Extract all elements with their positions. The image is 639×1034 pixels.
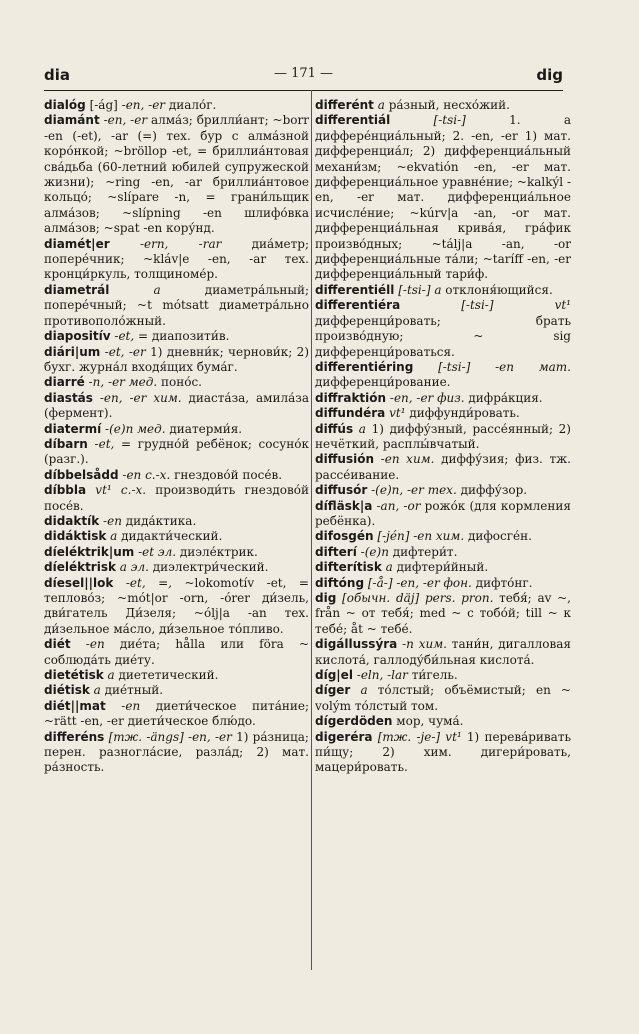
entry-translation: диффунди́ровать. xyxy=(405,406,520,421)
entry-headword: differént xyxy=(315,98,374,112)
entry-grammar: -en xyxy=(121,698,141,713)
dictionary-entry xyxy=(44,468,309,483)
dictionary-entry xyxy=(44,545,309,560)
entry-grammar: -et, = xyxy=(114,329,149,344)
entry-grammar: -en с.-х. xyxy=(122,467,171,482)
entry-translation: тебя́; av ~, från ~ от тебя́; med ~ с тобо́й; till ~ к тебе́; åt ~ тебе́. xyxy=(315,591,571,636)
entry-translation: дифтери́т. xyxy=(388,544,458,559)
dictionary-entry xyxy=(315,730,571,776)
dictionary-entry xyxy=(44,514,309,529)
dictionary-entry xyxy=(44,283,309,329)
dictionary-entry xyxy=(315,452,571,483)
entry-headword: diastás xyxy=(44,390,93,405)
entry-headword: dig xyxy=(315,591,337,605)
entry-space xyxy=(110,237,140,251)
entry-translation: 1) ра́зница; перен. разногла́сие, разла́д; 2) мат. ра́зность. xyxy=(44,729,309,775)
dictionary-entry xyxy=(315,714,571,729)
entry-translation: отклоня́ющийся. xyxy=(441,282,553,297)
entry-translation: 1) диффу́зный, рассе́янный; 2) нечёткий, расплы́вчатый. xyxy=(315,421,571,451)
entry-grammar: -et, =, xyxy=(125,575,172,590)
dictionary-entry xyxy=(44,329,309,344)
running-header xyxy=(44,66,563,88)
entry-grammar: -en хим. xyxy=(380,452,435,467)
entry-headword: didaktík xyxy=(44,513,100,528)
dictionary-entry xyxy=(44,98,309,113)
entry-headword: díbbelsådd xyxy=(44,467,119,482)
dictionary-entry xyxy=(315,483,571,498)
entry-headword: dífläsk|a xyxy=(315,498,373,513)
entry-grammar: -et эл. xyxy=(138,544,177,559)
entry-space xyxy=(374,452,381,466)
entry-headword: dígerdöden xyxy=(315,714,393,729)
entry-headword: diametrál xyxy=(44,282,110,297)
dictionary-entry xyxy=(44,422,309,437)
entry-space xyxy=(390,113,433,127)
entry-translation: 1. a диффере́нциа́льный; 2. -en, -er 1) мат. дифференциа́л; 2) дифференциа́льный механи́зм; ~ekvatión -en, -er мат. дифференциа́льное уравне́ние; ~kalkýl -en, -er мат. дифференциа́льное исчисле́ние; ~kúrv|a -an, -or мат. дифференциа́льная крива́я, гра́фик произво́дных; ~tálj|a -an, -or дифференциа́льные та́ли; ~taríff -en, -er дифференциа́льный тари́ф. xyxy=(315,113,571,282)
entry-headword: differentiéra xyxy=(315,298,401,313)
entry-headword: diffús xyxy=(315,421,354,436)
entry-headword: dietétisk xyxy=(44,668,104,683)
entry-headword: diapositív xyxy=(44,329,111,344)
entry-grammar: a xyxy=(377,98,385,112)
dictionary-entry xyxy=(44,576,309,638)
dictionary-entry xyxy=(315,529,571,544)
entry-space xyxy=(413,360,438,374)
dictionary-entry xyxy=(315,98,571,113)
dictionary-entry xyxy=(44,637,309,668)
entry-translation: диало́г. xyxy=(165,98,217,112)
entry-space xyxy=(400,298,461,312)
dictionary-entry xyxy=(315,499,571,530)
entry-headword: digeréra xyxy=(315,729,373,744)
entry-headword: diári|um xyxy=(44,344,101,359)
entry-headword: diftóng xyxy=(315,575,365,590)
header-left-guideword: dia xyxy=(44,66,71,84)
entry-translation: 1) дневни́к; чернови́к; 2) бухг. журна́л входя́щих бума́г. xyxy=(44,344,309,374)
entry-headword: diét||mat xyxy=(44,698,106,713)
dictionary-entry xyxy=(315,406,571,421)
dictionary-entry xyxy=(44,391,309,422)
entry-translation: диатерми́я. xyxy=(165,421,243,436)
entry-grammar: vt¹ с.-х. xyxy=(95,483,147,498)
entry-translation: диа́метр; попере́чник; ~kláv|e -en, -ar тех. кронци́ркуль, толщиноме́р. xyxy=(44,236,309,282)
entry-translation: диаста́за, амила́за (фермент). xyxy=(44,390,309,421)
entry-headword: diét xyxy=(44,637,71,652)
entry-translation: дифто́нг. xyxy=(471,575,533,590)
entry-headword: díbbla xyxy=(44,483,87,498)
entry-grammar: [тж. -je-] vt¹ xyxy=(377,729,462,744)
entry-translation: ~lokomotív -et, = теплово́з; ~mót|or -orn, -órer ди́зель, дви́гатель Ди́зеля; ~ólj|a -an тех. ди́зельное ма́сло, ди́зельное то́пливо. xyxy=(44,575,309,636)
column-left xyxy=(44,98,309,968)
entry-translation: диффу́зор. xyxy=(456,483,528,498)
dictionary-entry xyxy=(44,237,309,283)
dictionary-entry xyxy=(315,668,571,683)
entry-translation: мор, чума́. xyxy=(396,714,464,729)
entry-translation: дие́та; hålla или föra ~ соблюда́ть дие́ту. xyxy=(44,637,309,667)
entry-space xyxy=(113,576,126,590)
dictionary-entry xyxy=(44,437,309,468)
entry-headword: díbarn xyxy=(44,436,88,451)
dictionary-entry xyxy=(315,576,571,591)
entry-grammar: -ern, -rar xyxy=(139,236,222,251)
dictionary-entry xyxy=(44,375,309,390)
page-number: — 171 — xyxy=(273,66,334,81)
column-divider xyxy=(311,90,312,970)
entry-grammar: -en xyxy=(103,513,122,528)
entry-grammar: -et, xyxy=(94,436,115,451)
entry-headword: díeléktrik|um xyxy=(44,544,135,559)
entry-grammar: a xyxy=(358,421,366,436)
entry-headword: díeléktrisk xyxy=(44,560,116,575)
entry-headword: differéns xyxy=(44,729,105,744)
entry-translation: тани́н, дигалловая кислота́, галлоду́би́льная кислота́. xyxy=(315,637,571,667)
dictionary-entry xyxy=(44,668,309,683)
dictionary-entry xyxy=(44,483,309,514)
entry-translation: дидакти́ческий. xyxy=(117,529,223,544)
entry-headword: diatermí xyxy=(44,421,102,436)
entry-headword: diarré xyxy=(44,375,85,390)
dictionary-entry xyxy=(315,283,571,298)
entry-translation: дие́тный. xyxy=(100,683,164,698)
dictionary-entry xyxy=(44,529,309,544)
dictionary-entry xyxy=(315,683,571,714)
dictionary-entry xyxy=(44,699,309,730)
entry-grammar: a xyxy=(107,668,115,683)
dictionary-entry xyxy=(44,560,309,575)
entry-translation: диапозити́в. xyxy=(148,329,230,344)
entry-grammar: a эл. xyxy=(119,560,149,575)
entry-space xyxy=(109,283,153,297)
entry-translation: алма́з; брилли́ант; ~borr -en (-et), -ar (=) тех. бур с алма́зной коро́нкой; ~bröllop -et, = бриллиа́нтовая сва́дьба (60-летний юбилей супружеской жизни); ~ring -en, -ar бриллиа́нтовое кольцо́; ~slípare -n, = грани́льщик алма́зов; ~slípning -en шлифо́вка алма́зов; ~spat -en кору́нд. xyxy=(44,113,309,236)
entry-grammar: a xyxy=(110,529,118,544)
entry-grammar: [-jén] -en хим. xyxy=(377,529,465,544)
entry-grammar: -n хим. xyxy=(402,637,447,652)
entry-headword: diffusór xyxy=(315,483,368,498)
entry-space xyxy=(93,391,100,405)
entry-grammar: -et, -er xyxy=(104,344,146,359)
entry-space xyxy=(350,683,360,697)
header-right-guideword: dig xyxy=(536,66,563,84)
entry-translation: дифференци́ровать; брать произво́дную; ~ sig дифференци́роваться. xyxy=(315,313,571,359)
entry-space xyxy=(88,437,95,451)
entry-headword: diétisk xyxy=(44,683,90,698)
entry-translation: дифра́кция. xyxy=(464,390,543,405)
dictionary-entry xyxy=(44,683,309,698)
dictionary-entry xyxy=(315,113,571,282)
entry-translation: дифференци́рование. xyxy=(315,375,451,390)
entry-grammar: -n, -er мед. xyxy=(88,375,158,390)
entry-translation: дида́ктика. xyxy=(121,513,197,528)
entry-translation: диететический. xyxy=(114,668,219,683)
entry-grammar: -(e)n, -er тех. xyxy=(371,483,457,498)
dictionary-entry xyxy=(315,560,571,575)
entry-grammar: -eln, -lar xyxy=(356,668,408,683)
entry-grammar: -en xyxy=(85,637,105,652)
dictionary-entry xyxy=(315,545,571,560)
entry-headword: differentiéring xyxy=(315,359,414,374)
entry-translation: диети́ческое пита́ние; ~rätt -en, -er диети́ческое блю́до. xyxy=(44,698,309,729)
entry-grammar: -(e)n мед. xyxy=(105,421,166,436)
entry-grammar: [-tsi-] xyxy=(433,113,466,128)
entry-headword: díger xyxy=(315,683,351,698)
entry-space xyxy=(71,637,86,651)
entry-translation: диффу́зия; физ. тж. рассе́ивание. xyxy=(315,452,571,482)
dictionary-entry xyxy=(315,637,571,668)
dictionary-entry xyxy=(44,730,309,776)
entry-translation: дифтери́йный. xyxy=(392,560,489,575)
entry-grammar: -en, -er физ. xyxy=(389,390,465,405)
entry-headword: díesel||lok xyxy=(44,575,114,590)
dictionary-entry xyxy=(44,345,309,376)
entry-translation: диаметра́льный; попере́чный; ~t mótsatt диаметра́льно противополо́жный. xyxy=(44,282,309,328)
entry-headword: diffraktión xyxy=(315,390,387,405)
entry-translation: рожо́к (для кормления ребёнка). xyxy=(315,498,571,528)
dictionary-entry xyxy=(315,391,571,406)
entry-space: [-ág] xyxy=(85,98,122,112)
entry-grammar: -(e)n xyxy=(360,544,389,559)
entry-grammar: -an, -or xyxy=(376,498,421,513)
entry-headword: difterí xyxy=(315,544,357,559)
entry-grammar: [тж. -ängs] -en, -er xyxy=(108,729,232,744)
entry-headword: difosgén xyxy=(315,529,374,544)
dictionary-entry xyxy=(315,360,571,391)
entry-translation: ра́зный, несхо́жий. xyxy=(384,98,510,112)
entry-space xyxy=(86,483,95,497)
entry-translation: диэлектри́ческий. xyxy=(148,560,269,575)
entry-headword: dialóg xyxy=(44,98,86,112)
entry-grammar: [-tsi-] -en мат. xyxy=(438,359,571,374)
entry-translation: 1) перева́ривать пи́щу; 2) хим. дигери́ровать, мацери́ровать. xyxy=(315,729,571,775)
entry-grammar: a xyxy=(385,560,393,575)
entry-translation: то́лстый; объёмистый; en ~ volým то́лстый том. xyxy=(315,683,571,713)
dictionary-entry xyxy=(44,113,309,236)
entry-translation: диэле́ктрик. xyxy=(176,544,258,559)
entry-grammar: a xyxy=(153,282,161,297)
entry-headword: diffusión xyxy=(315,452,375,467)
header-rule xyxy=(44,90,563,91)
entry-grammar: [-tsi-] a xyxy=(398,282,442,297)
entry-headword: diamánt xyxy=(44,113,100,128)
entry-headword: diamét|er xyxy=(44,236,110,251)
entry-headword: diffundéra xyxy=(315,406,386,421)
entry-translation: дифосге́н. xyxy=(464,529,532,544)
entry-headword: differentiál xyxy=(315,113,391,128)
entry-grammar: -en, -er хим. xyxy=(99,390,182,405)
entry-grammar: -en, -er xyxy=(121,98,166,112)
column-right xyxy=(315,98,571,998)
entry-space xyxy=(106,699,122,713)
entry-grammar: [-å-] -en, -er фон. xyxy=(367,575,472,590)
entry-translation: производи́ть гнездово́й посе́в. xyxy=(44,483,309,513)
entry-headword: díg|el xyxy=(315,668,353,683)
entry-grammar: a xyxy=(93,683,101,698)
entry-grammar: [обычн. däj] pers. pron. xyxy=(342,591,494,605)
entry-translation: поно́с. xyxy=(157,375,202,390)
dictionary-entry xyxy=(315,298,571,360)
entry-headword: didáktisk xyxy=(44,529,107,544)
dictionary-entry xyxy=(315,422,571,453)
dictionary-entry xyxy=(315,591,571,637)
entry-grammar: a xyxy=(360,683,368,698)
entry-headword: differentiéll xyxy=(315,282,395,297)
entry-translation: ти́гель. xyxy=(407,668,458,683)
entry-translation: = грудно́й ребёнок; сосуно́к (разг.). xyxy=(44,436,309,467)
entry-translation: гнездово́й посе́в. xyxy=(170,467,283,482)
entry-headword: digállussýra xyxy=(315,637,398,652)
entry-headword: difterítisk xyxy=(315,560,382,575)
entry-grammar: [-tsi-] vt¹ xyxy=(461,298,571,313)
entry-grammar: -en, -er xyxy=(103,113,148,128)
entry-grammar: vt¹ xyxy=(389,406,406,421)
